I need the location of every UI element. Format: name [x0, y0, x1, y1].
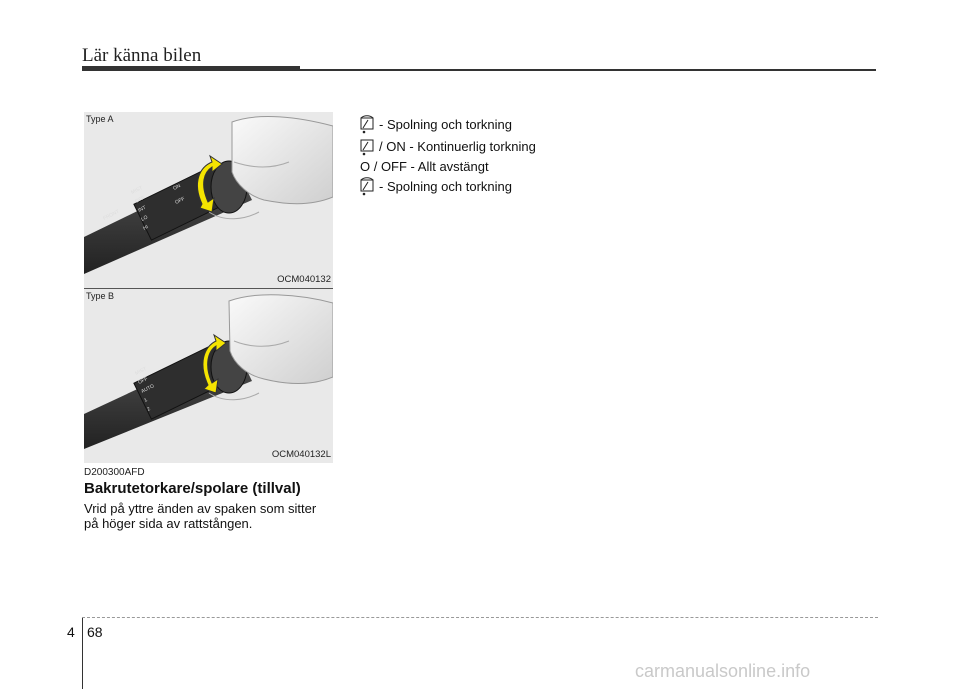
section-body — [84, 501, 340, 531]
switch-label-lo: LO — [140, 214, 149, 223]
switch-label-on: ON — [172, 183, 182, 192]
mode-text-washer-2: - Spolning och torkning — [379, 179, 512, 194]
figure-type-label-b: Type B — [86, 291, 115, 301]
footer-horizontal-rule — [82, 617, 878, 618]
header-rule-thin — [300, 69, 876, 71]
switch-label-mist: MIST — [130, 185, 144, 196]
figure-type-label-a: Type A — [86, 114, 114, 124]
figure-type-b — [84, 289, 333, 463]
washer-wiper-icon — [358, 176, 376, 196]
switch-label-mist-b: MIST — [134, 366, 148, 377]
body-line-2: på höger sida av rattstången. — [84, 516, 253, 531]
switch-label-hi: HI — [142, 224, 150, 232]
switch-label-1-b: 1 — [143, 397, 149, 404]
figure-code-b: OCM040132L — [271, 449, 331, 460]
switch-label-off: OFF — [134, 195, 146, 205]
header-rule-thick — [82, 66, 300, 71]
page-number: 68 — [87, 624, 103, 640]
washer-wiper-icon — [358, 114, 376, 134]
switch-label-front: FRONT — [102, 208, 121, 222]
switch-label-int: INT — [137, 204, 148, 214]
watermark: carmanualsonline.info — [635, 661, 811, 681]
switch-label-2-b: 2 — [146, 406, 152, 413]
switch-label-off-2: OFF — [174, 196, 186, 206]
wiper-stalk-illustration-a — [84, 112, 333, 288]
mode-text-off: O / OFF - Allt avstängt — [360, 159, 489, 174]
header-title: Lär känna bilen — [82, 45, 202, 66]
figure-type-a — [84, 112, 333, 288]
switch-label-auto-b: AUTO — [140, 383, 156, 395]
section-code: D200300AFD — [84, 467, 145, 478]
wiper-stalk-illustration-b — [84, 289, 333, 463]
mode-text-on: / ON - Kontinuerlig torkning — [379, 139, 536, 154]
footer-vertical-rule — [82, 617, 83, 689]
chapter-number: 4 — [67, 624, 75, 640]
switch-label-off-b: OFF — [137, 376, 149, 386]
mode-text-washer: - Spolning och torkning — [379, 117, 512, 132]
body-line-1: Vrid på yttre änden av spaken som sitter — [84, 501, 317, 516]
section-heading: Bakrutetorkare/spolare (tillval) — [84, 480, 301, 497]
wiper-icon — [358, 136, 376, 156]
figure-code-a: OCM040132 — [277, 274, 331, 285]
